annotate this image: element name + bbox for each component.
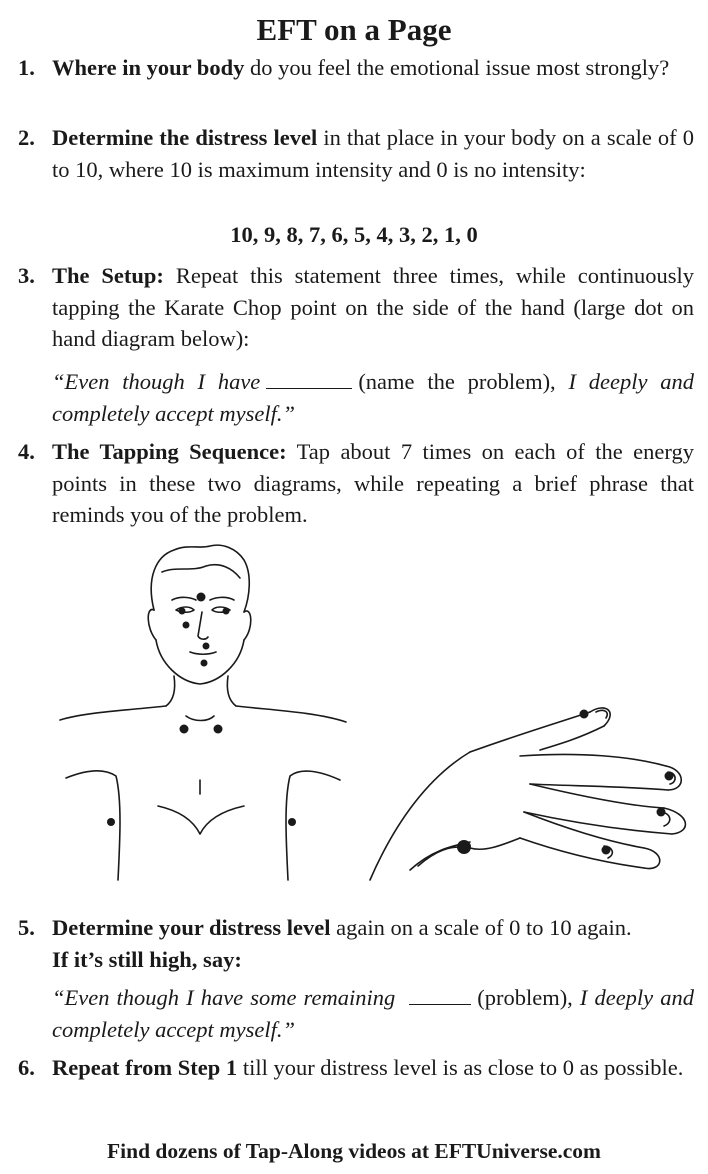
eyebrow-point (179, 608, 186, 615)
left-ear (148, 610, 156, 640)
hairline (162, 565, 240, 578)
left-eyebrow (172, 597, 196, 600)
step-number: 5. (18, 915, 35, 940)
step-heading: Determine your distress level (52, 915, 331, 940)
collarbone-point-right (214, 725, 223, 734)
little-fingertip (644, 848, 660, 869)
right-shoulder (236, 706, 346, 722)
index-finger-bottom (540, 726, 604, 750)
index-finger-point (580, 710, 589, 719)
step-text: Repeat this statement three times, while continuously tapping the Karate Chop point on the side of the hand (large dot on hand diagram below): (52, 263, 694, 351)
under-eye-point (183, 622, 190, 629)
step-subheading: If it’s still high, say: (52, 946, 242, 972)
ring-fingertip (664, 808, 685, 834)
quote-plain: (name the problem), (358, 369, 556, 394)
under-arm-point-left (107, 818, 115, 826)
under-nose-point (203, 643, 210, 650)
little-finger-point (602, 846, 611, 855)
page-title: EFT on a Page (256, 12, 452, 47)
quote-plain: (problem), (477, 985, 573, 1010)
hand-tapping-points (457, 710, 674, 855)
step-number: 4. (18, 439, 35, 464)
remaining-statement (52, 982, 694, 1045)
blank-line (409, 986, 471, 1005)
chin-point (201, 660, 208, 667)
quote-italic-end: I deeply and completely accept myself.” (52, 369, 695, 426)
mouth (190, 652, 216, 654)
step-6 (18, 1052, 694, 1084)
step-heading: The Setup: (52, 263, 164, 288)
collarbone-point-left (180, 725, 189, 734)
little-finger-bottom (520, 838, 644, 868)
nose (198, 612, 208, 639)
chest-line (158, 806, 244, 834)
step-number: 2. (18, 125, 35, 150)
middle-finger-top (520, 754, 666, 766)
hand-diagram (370, 708, 685, 880)
clavicle-notch (186, 716, 214, 721)
step-heading: Where in your body (52, 55, 245, 80)
step-text: till your distress level is as close to 0 as possible. (237, 1055, 684, 1080)
step-text: again on a scale of 0 to 10 again. (330, 915, 632, 940)
step-heading: Repeat from Step 1 (52, 1055, 238, 1080)
head-outline (151, 545, 249, 612)
jaw-outline (156, 640, 244, 684)
index-finger-top (470, 712, 590, 752)
quote-italic-end: I deeply and completely accept myself.” (52, 985, 694, 1042)
step-heading: The Tapping Sequence: (52, 439, 287, 464)
quote-italic-start: “Even though I have some remaining (52, 985, 396, 1010)
step-number: 6. (18, 1055, 35, 1080)
forearm-top (370, 752, 470, 880)
under-arm-point-right (288, 818, 296, 826)
index-nail (596, 710, 607, 718)
right-arm (286, 771, 340, 880)
step-number: 3. (18, 263, 35, 288)
neck-right (227, 676, 236, 706)
ring-finger-bottom (524, 812, 672, 834)
step-5 (18, 912, 694, 975)
side-of-eye-point (223, 608, 230, 615)
neck-left (166, 676, 175, 706)
right-ear (244, 611, 251, 640)
step-number: 1. (18, 55, 35, 80)
distress-scale: 10, 9, 8, 7, 6, 5, 4, 3, 2, 1, 0 (230, 222, 478, 247)
top-of-head-point (197, 593, 206, 602)
step-text: in that place in your body on a scale of 0 to 10, where 10 is maximum intensity and 0 is no intensity: (52, 125, 694, 182)
quote-italic-start: “Even though I have (52, 369, 261, 394)
step-text: Tap about 7 times on each of the energy points in these two diagrams, while repeating a brief phrase that reminds you of the problem. (52, 439, 694, 527)
step-text: do you feel the emotional issue most strongly? (244, 55, 670, 80)
right-eyebrow (210, 597, 234, 600)
left-shoulder (60, 706, 166, 720)
karate-chop-point (457, 840, 471, 854)
step-heading: Determine the distress level (52, 125, 318, 150)
ring-finger-point (657, 808, 666, 817)
footer-link-text: Find dozens of Tap-Along videos at EFTUniverse.com (107, 1139, 601, 1163)
middle-finger-point (665, 772, 674, 781)
